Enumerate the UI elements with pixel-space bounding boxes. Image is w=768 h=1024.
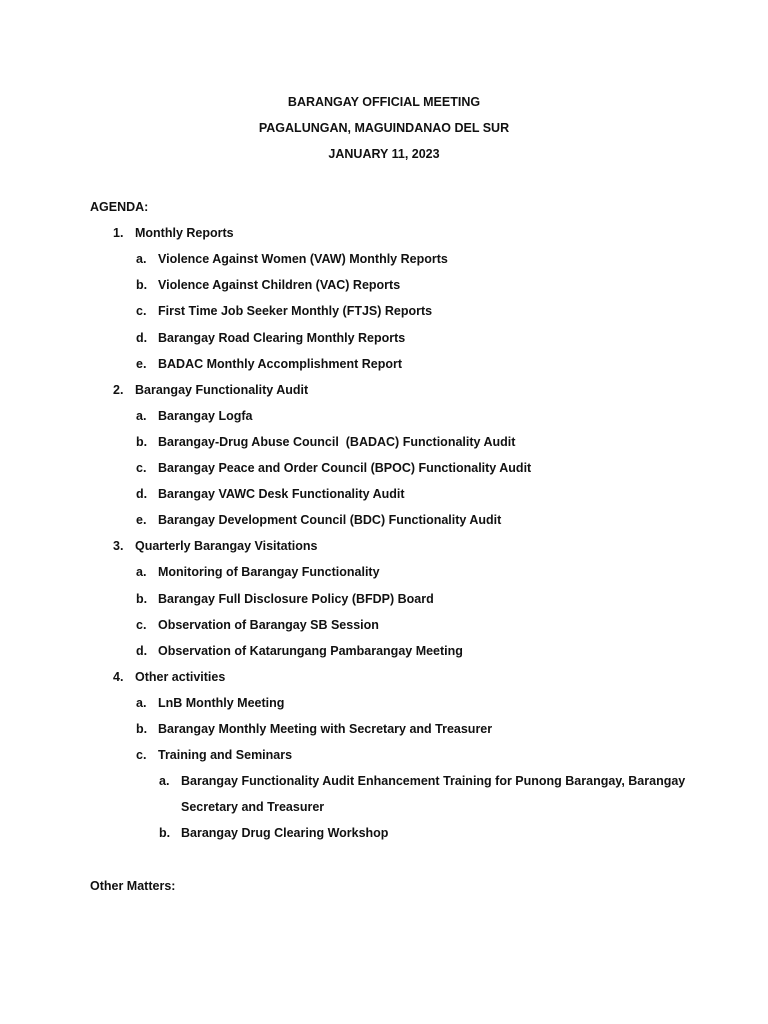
agenda-item-4: 4. Other activities	[113, 670, 226, 684]
agenda-item-1: 1. Monthly Reports	[113, 226, 234, 240]
list-item: a. LnB Monthly Meeting	[136, 696, 285, 710]
agenda-item-3: 3. Quarterly Barangay Visitations	[113, 539, 318, 553]
list-item: e. BADAC Monthly Accomplishment Report	[136, 357, 402, 371]
list-item: b. Violence Against Children (VAC) Reports	[136, 278, 401, 292]
list-item: c. Training and Seminars	[136, 748, 293, 762]
document-date: JANUARY 11, 2023	[328, 147, 440, 161]
sub-list-item: b. Barangay Drug Clearing Workshop	[159, 826, 389, 840]
agenda-item-2-title: Barangay Functionality Audit	[135, 383, 309, 397]
list-item: d. Barangay Road Clearing Monthly Reports	[136, 331, 406, 345]
list-item: b. Barangay-Drug Abuse Council (BADAC) Functionality Audit	[136, 435, 516, 449]
agenda-item-3-title: Quarterly Barangay Visitations	[135, 539, 318, 553]
list-item: b. Barangay Monthly Meeting with Secretary and Treasurer	[136, 722, 493, 736]
list-item: a. Barangay Logfa	[136, 409, 253, 423]
agenda-item-2: 2. Barangay Functionality Audit	[113, 383, 309, 397]
agenda-item-1-title: Monthly Reports	[135, 226, 234, 240]
list-item: d. Observation of Katarungang Pambarangay Meeting	[136, 644, 463, 658]
list-item: a. Monitoring of Barangay Functionality	[136, 565, 380, 579]
sub-list-item-continuation: Secretary and Treasurer	[181, 800, 325, 814]
list-item: a. Violence Against Women (VAW) Monthly Reports	[136, 252, 448, 266]
document-title: BARANGAY OFFICIAL MEETING	[287, 95, 481, 109]
list-item: c. Observation of Barangay SB Session	[136, 618, 379, 632]
list-item: c. First Time Job Seeker Monthly (FTJS) Reports	[136, 304, 433, 318]
document-location: PAGALUNGAN, MAGUINDANAO DEL SUR	[258, 121, 510, 135]
agenda-item-4-title: Other activities	[135, 670, 226, 684]
sub-list-item: a. Barangay Functionality Audit Enhancement Training for Punong Barangay, Barangay	[159, 774, 686, 788]
agenda-label: AGENDA:	[90, 200, 149, 214]
list-item: e. Barangay Development Council (BDC) Functionality Audit	[136, 513, 502, 527]
list-item: b. Barangay Full Disclosure Policy (BFDP) Board	[136, 592, 434, 606]
list-item: c. Barangay Peace and Order Council (BPOC) Functionality Audit	[136, 461, 532, 475]
list-item: d. Barangay VAWC Desk Functionality Audit	[136, 487, 405, 501]
other-matters-label: Other Matters:	[90, 879, 176, 893]
